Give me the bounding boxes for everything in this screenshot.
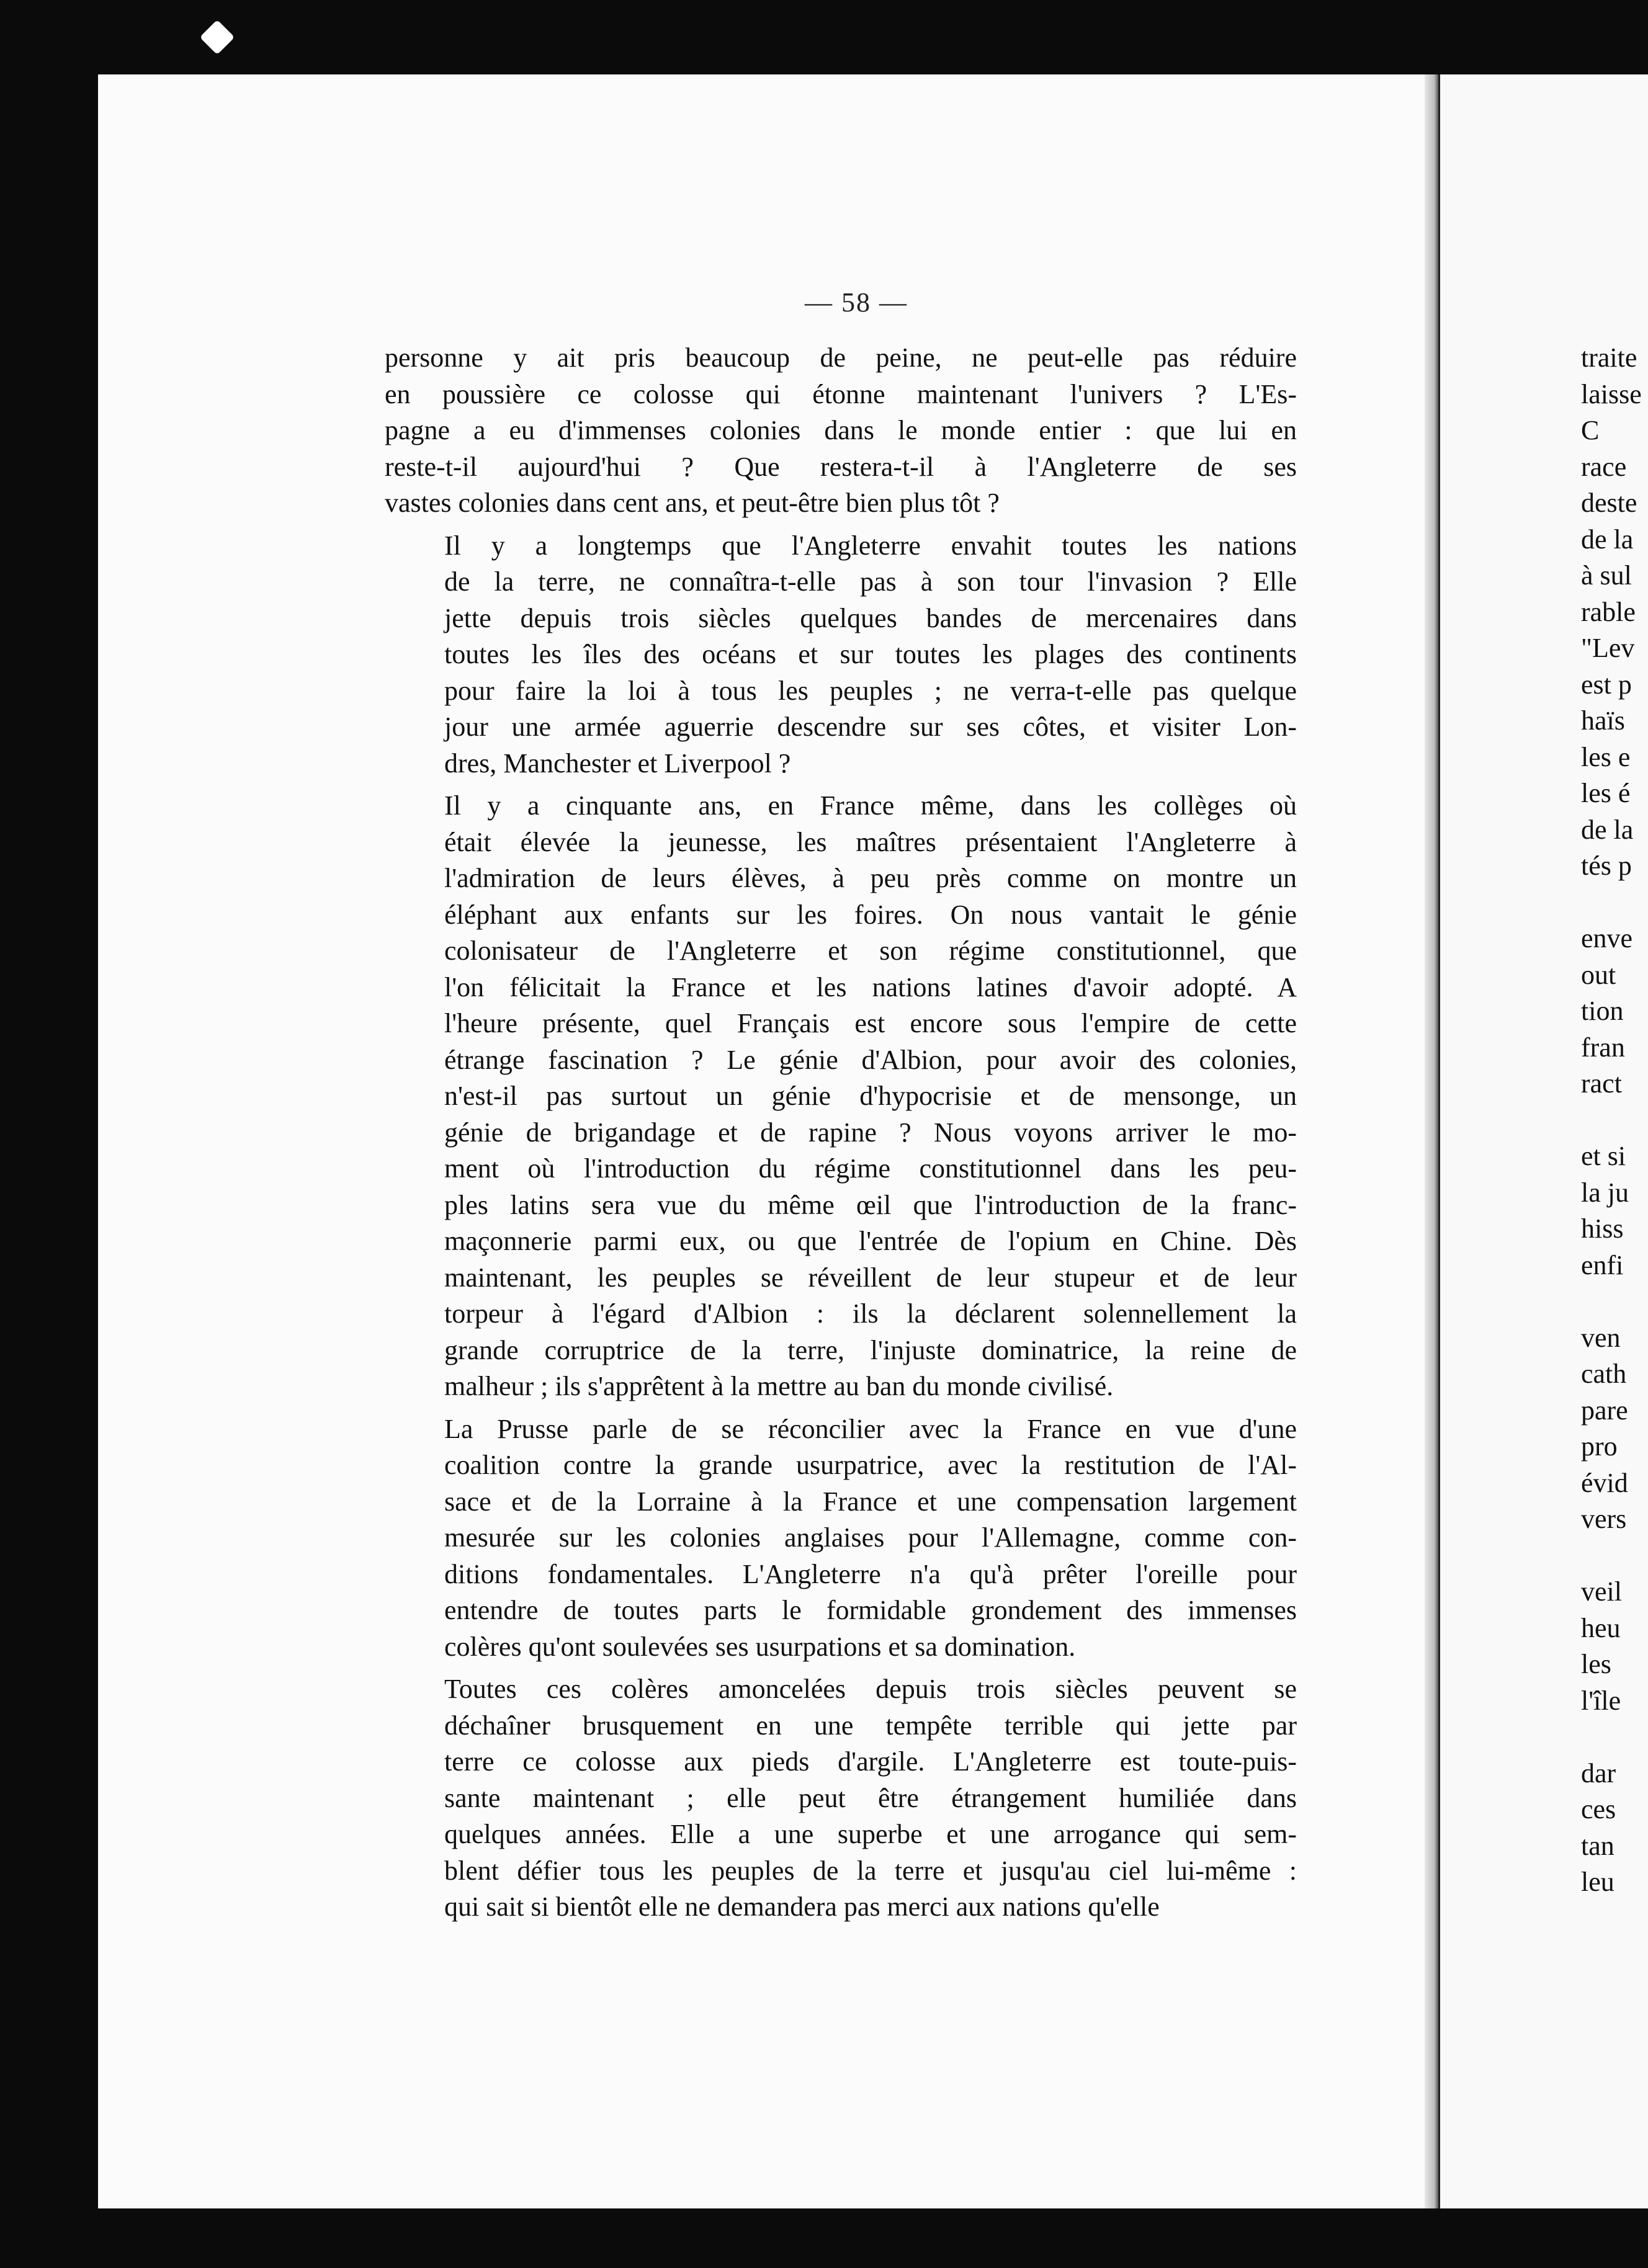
text-line: ples latins sera vue du même œil que l'introduction de la franc- [444, 1189, 1297, 1220]
right-page-fragment: la ju [1581, 1177, 1629, 1208]
text-line: l'on félicitait la France et les nations latines d'avoir adopté. A [444, 971, 1297, 1002]
right-page-fragment: heu [1581, 1612, 1621, 1643]
text-line: était élevée la jeunesse, les maîtres présentaient l'Angleterre à [444, 826, 1297, 857]
right-page-fragment [1581, 1719, 1648, 1756]
right-page-fragment: hiss [1581, 1213, 1624, 1244]
text-line: mesurée sur les colonies anglaises pour l'Allemagne, comme con- [444, 1522, 1297, 1553]
right-page-fragment: cath [1581, 1359, 1627, 1389]
right-page-fragment: est p [1581, 669, 1632, 700]
text-line: maintenant, les peuples se réveillent de leur stupeur et de leur [444, 1262, 1297, 1293]
right-page-fragment: pare [1581, 1395, 1628, 1426]
page-number: — 58 — [805, 287, 908, 318]
right-page-fragment [1581, 885, 1648, 921]
right-page-fragment: ces [1581, 1794, 1616, 1824]
text-line: génie de brigandage et de rapine ? Nous voyons arriver le mo- [444, 1117, 1297, 1148]
text-line: Il y a cinquante ans, en France même, dans les collèges où [444, 790, 1297, 821]
text-line: l'admiration de leurs élèves, à peu près comme on montre un [444, 863, 1297, 893]
text-line: quelques années. Elle a une superbe et une arrogance qui sem- [444, 1819, 1297, 1849]
text-line: jette depuis trois siècles quelques bandes de mercenaires dans [444, 602, 1297, 633]
right-page-fragment: les é [1581, 778, 1631, 808]
right-page-fragment: de la [1581, 524, 1634, 555]
text-line: La Prusse parle de se réconcilier avec la France en vue d'une [444, 1413, 1297, 1444]
text-line: déchaîner brusquement en une tempête terrible qui jette par [444, 1710, 1297, 1741]
body-text [385, 340, 1297, 1932]
text-line: colonisateur de l'Angleterre et son régime constitutionnel, que [444, 935, 1297, 966]
right-page-fragment: "Lev [1581, 633, 1635, 663]
right-page-fragment: évid [1581, 1467, 1628, 1498]
right-page-fragment: enfi [1581, 1249, 1624, 1280]
right-page-fragment: tan [1581, 1830, 1614, 1861]
right-page-fragment: leu [1581, 1867, 1614, 1897]
right-page-fragment: de la [1581, 814, 1634, 845]
text-line: personne y ait pris beaucoup de peine, ne peut-elle pas réduire [385, 342, 1297, 373]
right-page-fragment: tion [1581, 996, 1624, 1026]
text-line: l'heure présente, quel Français est encore sous l'empire de cette [444, 1008, 1297, 1038]
text-line: qui sait si bientôt elle ne demandera pas merci aux nations qu'elle [444, 1891, 1160, 1922]
text-line: en poussière ce colosse qui étonne maintenant l'univers ? L'Es- [385, 378, 1297, 409]
paragraph [385, 788, 1297, 1405]
text-line: maçonnerie parmi eux, ou que l'entrée de l'opium en Chine. Dès [444, 1226, 1297, 1256]
text-line: de la terre, ne connaîtra-t-elle pas à son tour l'invasion ? Elle [444, 566, 1297, 597]
text-line: malheur ; ils s'apprêtent à la mettre au ban du monde civilisé. [444, 1371, 1114, 1401]
right-page-fragment: race [1581, 451, 1627, 482]
text-line: pour faire la loi à tous les peuples ; ne verra-t-elle pas quelque [444, 675, 1297, 706]
right-page-fragment: ract [1581, 1068, 1622, 1099]
right-page-fragment: traite [1581, 342, 1637, 373]
text-line: toutes les îles des océans et sur toutes les plages des continents [444, 639, 1297, 669]
right-page-fragment: out [1581, 959, 1616, 990]
text-line: pagne a eu d'immenses colonies dans le monde entier : que lui en [385, 415, 1297, 445]
text-line: grande corruptrice de la terre, l'injuste dominatrice, la reine de [444, 1334, 1297, 1365]
text-line: blent défier tous les peuples de la terre et jusqu'au ciel lui-même : [444, 1855, 1297, 1886]
right-page-fragment: deste [1581, 488, 1637, 518]
right-page-fragment: les [1581, 1649, 1611, 1679]
text-line: éléphant aux enfants sur les foires. On nous vantait le génie [444, 899, 1297, 930]
right-page-fragment: haïs [1581, 705, 1625, 736]
text-line: ment où l'introduction du régime constitutionnel dans les peu- [444, 1153, 1297, 1184]
text-line: ditions fondamentales. L'Angleterre n'a qu'à prêter l'oreille pour [444, 1558, 1297, 1589]
right-page-fragment: rable [1581, 596, 1636, 627]
text-line: n'est-il pas surtout un génie d'hypocrisie et de mensonge, un [444, 1081, 1297, 1111]
right-page-fragment: dar [1581, 1757, 1616, 1788]
right-page-fragment: fran [1581, 1032, 1625, 1063]
right-page-fragment: enve [1581, 923, 1633, 953]
right-page-fragment: vers [1581, 1504, 1627, 1534]
right-page-fragment: l'île [1581, 1685, 1621, 1716]
text-line: vastes colonies dans cent ans, et peut-être bien plus tôt ? [385, 488, 1000, 518]
text-line: terre ce colosse aux pieds d'argile. L'Angleterre est toute-puis- [444, 1746, 1297, 1777]
paragraph [385, 528, 1297, 782]
text-line: coalition contre la grande usurpatrice, avec la restitution de l'Al- [444, 1450, 1297, 1480]
right-page-fragment [1581, 1284, 1648, 1320]
right-page-fragment: laisse [1581, 378, 1642, 409]
right-page-fragment [1581, 1102, 1648, 1139]
text-line: colères qu'ont soulevées ses usurpations et sa domination. [444, 1631, 1076, 1662]
scan-artifact-mark [200, 20, 235, 55]
right-page-fragment: C [1581, 415, 1600, 445]
paragraph [385, 1671, 1297, 1926]
text-line: sante maintenant ; elle peut être étrangement humiliée dans [444, 1782, 1297, 1813]
text-line: reste-t-il aujourd'hui ? Que restera-t-il à l'Angleterre de ses [385, 451, 1297, 482]
text-line: Il y a longtemps que l'Angleterre envahit toutes les nations [444, 530, 1297, 561]
right-page-fragment: et si [1581, 1141, 1626, 1171]
text-line: étrange fascination ? Le génie d'Albion, pour avoir des colonies, [444, 1044, 1297, 1075]
right-page-fragment: tés p [1581, 850, 1632, 881]
text-line: Toutes ces colères amoncelées depuis trois siècles peuvent se [444, 1674, 1297, 1704]
text-line: entendre de toutes parts le formidable grondement des immenses [444, 1595, 1297, 1625]
right-page-fragment: ven [1581, 1322, 1621, 1353]
right-page-fragment: les e [1581, 741, 1631, 772]
text-line: sace et de la Lorraine à la France et une compensation largement [444, 1486, 1297, 1517]
paragraph [385, 340, 1297, 522]
text-line: torpeur à l'égard d'Albion : ils la déclarent solennellement la [444, 1298, 1297, 1329]
paragraph [385, 1411, 1297, 1666]
right-page-fragment: à sul [1581, 560, 1632, 591]
right-page-fragment: pro [1581, 1431, 1618, 1462]
right-page-fragment: veil [1581, 1576, 1622, 1607]
text-line: jour une armée aguerrie descendre sur ses côtes, et visiter Lon- [444, 712, 1297, 742]
text-line: dres, Manchester et Liverpool ? [444, 748, 791, 779]
right-page-text-fragments [1581, 340, 1648, 1901]
right-page-fragment [1581, 1538, 1648, 1574]
